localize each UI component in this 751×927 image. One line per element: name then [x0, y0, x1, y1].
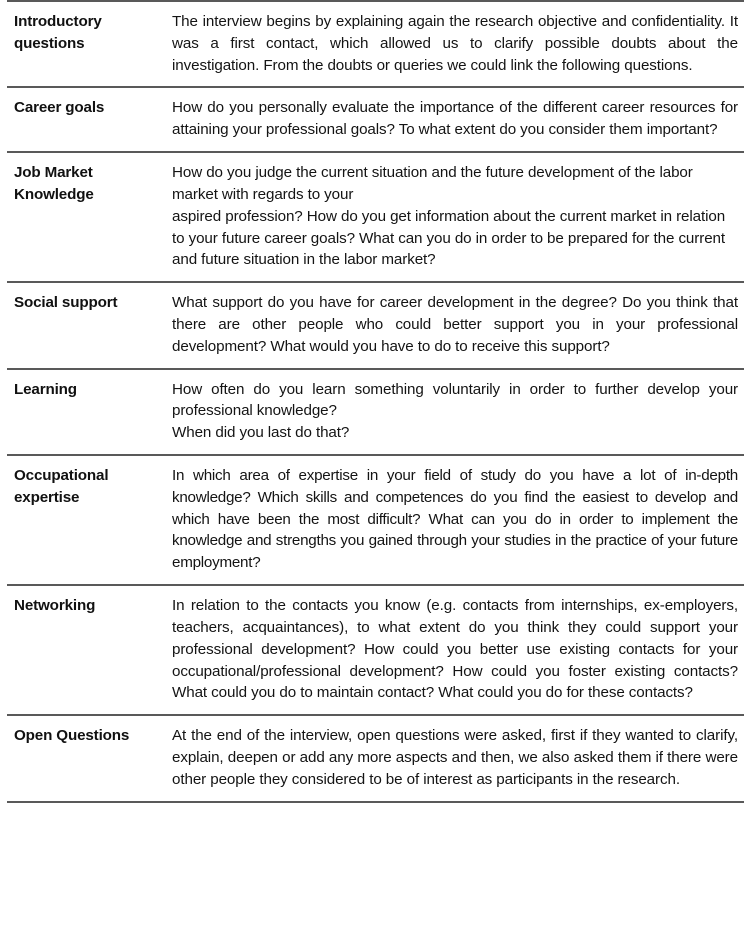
row-label-cell: [7, 585, 172, 715]
row-paragraph: How do you judge the current situation and the future development of the labor market with regards to your: [172, 164, 693, 203]
row-paragraph: What support do you have for career development in the degree? Do you think that there are other people who could better support you in your professional development? What would you have to do to receive this support?: [172, 294, 738, 355]
row-paragraph: How do you personally evaluate the importance of the different career resources for attaining your professional goals? To what extent do you consider them important?: [172, 99, 738, 139]
table-row: [7, 369, 744, 455]
row-label: Career goals: [14, 99, 105, 117]
table-row: [7, 87, 744, 152]
row-label-cell: [7, 1, 172, 87]
row-body: [172, 595, 738, 704]
row-label-cell: [7, 87, 172, 152]
table-row: [7, 152, 744, 282]
row-body-cell: [172, 87, 744, 152]
row-body-cell: [172, 585, 744, 715]
row-body-cell: [172, 282, 744, 368]
row-body-cell: [172, 715, 744, 801]
row-body: [172, 292, 738, 357]
row-body-cell: [172, 1, 744, 87]
row-body: [172, 11, 738, 76]
row-body-cell: [172, 455, 744, 585]
row-paragraph: When did you last do that?: [172, 424, 350, 442]
row-label: Introductory questions: [14, 13, 102, 52]
row-label-cell: [7, 369, 172, 455]
row-label-cell: [7, 152, 172, 282]
row-label: Open Questions: [14, 727, 130, 745]
row-label-cell: [7, 282, 172, 368]
row-label-cell: [7, 455, 172, 585]
table-row: [7, 715, 744, 801]
row-paragraph: aspired profession? How do you get information about the current market in relation to your future career goals? What can you do in order to be prepared for the current and future situation in the labor market?: [172, 207, 726, 269]
table-body: [7, 1, 744, 802]
row-label: Networking: [14, 597, 96, 615]
row-label: Occupational expertise: [14, 467, 109, 506]
table-row: [7, 585, 744, 715]
table-row: [7, 1, 744, 87]
row-paragraph: The interview begins by explaining again the research objective and confidentiality. It was a first contact, which allowed us to clarify possible doubts about the investigation. From the doubts or queries we could link the following questions.: [172, 13, 738, 74]
row-body-cell: [172, 152, 744, 282]
row-body: [172, 162, 738, 271]
table-row: [7, 455, 744, 585]
row-body: [172, 725, 738, 790]
row-label: Learning: [14, 380, 77, 398]
row-body-cell: [172, 369, 744, 455]
row-label-cell: [7, 715, 172, 801]
table-row: [7, 282, 744, 368]
row-paragraph: In relation to the contacts you know (e.g. contacts from internships, ex-employers, teachers, acquaintances), to what extent do you think they could support your professional development? How could you better use existing contacts for your occupational/professional development? How could you foster existing contacts? What could you do to maintain contact? What could you do for these contacts?: [172, 597, 738, 702]
row-body: [172, 379, 738, 444]
interview-guide-table: [7, 0, 744, 803]
row-body: [172, 97, 738, 141]
row-paragraph: At the end of the interview, open questions were asked, first if they wanted to clarify, explain, deepen or add any more aspects and then, we also asked them if there were other people they considered to be of interest as participants in the research.: [172, 727, 738, 788]
row-label: Job Market Knowledge: [14, 164, 94, 203]
row-body: [172, 465, 738, 574]
row-paragraph: How often do you learn something voluntarily in order to further develop your professional knowledge?: [172, 380, 738, 420]
row-label: Social support: [14, 294, 118, 312]
row-paragraph: In which area of expertise in your field of study do you have a lot of in-depth knowledge? Which skills and competences do you find the easiest to develop and which have been the most difficult? What can you do in order to implement the knowledge and strengths you gained through your studies in the practice of your future employment?: [172, 467, 738, 572]
